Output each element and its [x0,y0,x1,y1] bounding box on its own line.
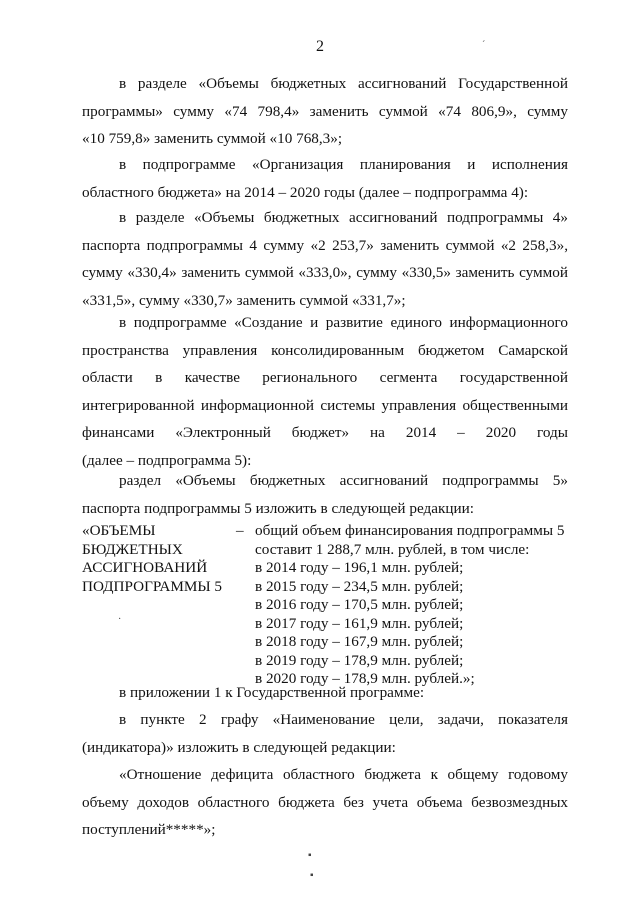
table-dash: – [236,522,244,539]
text-line: в подпрограмме «Создание и развитие единого информационного [119,314,568,331]
scan-speck: ▪ [308,850,312,861]
table-right-line: в 2017 году – 161,9 млн. рублей; [255,614,464,632]
text-line: пространства управления консолидированным бюджетом Самарской [82,341,568,359]
text-line: «10 759,8» заменить суммой «10 768,3»; [82,130,343,147]
table-right-line: в 2014 году – 196,1 млн. рублей; [255,559,464,576]
table-right-line: в 2016 году – 170,5 млн. рублей; [255,596,464,613]
text-line: в пункте 2 графу «Наименование цели, задачи, показателя [119,711,568,728]
scan-speck: ´ [482,40,486,51]
text-line: объему доходов областного бюджета без учета объема безвозмездных [82,793,568,811]
text-line: интегрированной информационной системы управления общественными [82,396,568,414]
text-line: в приложении 1 к Государственной программе: [119,684,425,701]
paragraph-3 [82,204,568,314]
text-line: в подпрограмме «Организация планирования и исполнения [119,156,568,173]
scan-speck: · [118,614,122,625]
text-line: областного бюджета» на 2014 – 2020 годы (далее – подпрограмма 4): [82,183,529,201]
text-line: финансами «Электронный бюджет» на 2014 – 2020 годы [82,424,568,441]
text-line: «331,5», сумму «330,7» заменить суммой «331,7»; [82,291,406,309]
paragraph-7 [82,706,568,761]
table-right-column [255,522,575,689]
scan-speck: ▪ [310,870,314,881]
text-line: поступлений*****»; [82,821,216,838]
table-right-line: в 2018 году – 167,9 млн. рублей; [255,633,464,650]
text-line: «Отношение дефицита областного бюджета к общему годовому [119,766,568,783]
table-left-column [82,522,242,596]
paragraph-4 [82,309,568,474]
table-left-line: БЮДЖЕТНЫХ [82,540,183,558]
table-right-line: в 2015 году – 234,5 млн. рублей; [255,577,464,595]
table-left-line: АССИГНОВАНИЙ [82,559,208,576]
text-line: в разделе «Объемы бюджетных ассигнований Государственной [119,75,568,92]
paragraph-8 [82,761,568,844]
text-line: сумму «330,4» заменить суммой «333,0», сумму «330,5» заменить суммой [82,264,568,281]
paragraph-2 [82,151,568,206]
page-number: 2 [316,38,324,55]
text-line: раздел «Объемы бюджетных ассигнований подпрограммы 5» [119,472,568,489]
paragraph-6 [82,679,568,707]
table-right-line: составит 1 288,7 млн. рублей, в том числе: [255,540,530,558]
table-right-line: в 2020 году – 178,9 млн. рублей.»; [255,670,475,687]
text-line: (далее – подпрограмма 5): [82,451,252,469]
text-line: области в качестве регионального сегмента государственной [82,369,568,386]
text-line: паспорта подпрограммы 4 сумму «2 253,7» заменить суммой «2 258,3», [82,236,568,254]
paragraph-1 [82,70,568,153]
table-right-line: в 2019 году – 178,9 млн. рублей; [255,651,464,669]
text-line: программы» сумму «74 798,4» заменить суммой «74 806,9», сумму [82,102,568,120]
table-left-line: «ОБЪЕМЫ [82,522,156,539]
text-line: в разделе «Объемы бюджетных ассигнований подпрограммы 4» [119,209,568,226]
text-line: (индикатора)» изложить в следующей редакции: [82,738,396,756]
table-right-line: общий объем финансирования подпрограммы 5 [255,522,565,539]
text-line: паспорта подпрограммы 5 изложить в следующей редакции: [82,499,474,517]
table-left-line: ПОДПРОГРАММЫ 5 [82,577,223,595]
paragraph-5 [82,467,568,522]
